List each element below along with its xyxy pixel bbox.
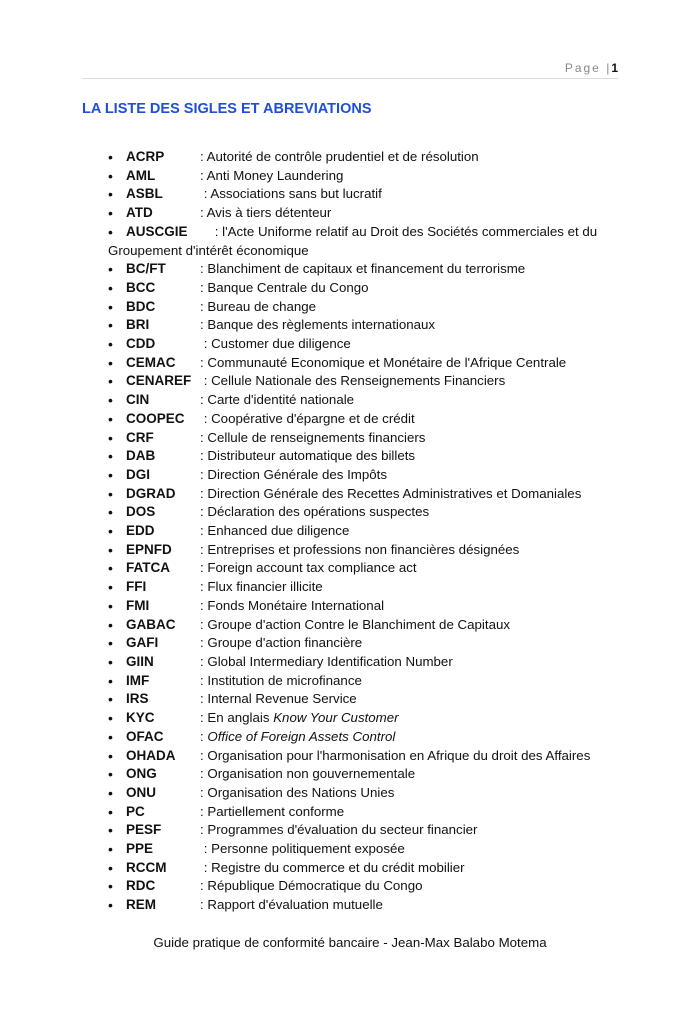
list-item: [108, 840, 608, 859]
list-item: [108, 185, 608, 204]
list-item: [108, 559, 608, 578]
definition: : Distributeur automatique des billets: [200, 448, 416, 464]
list-item: [108, 372, 608, 391]
definition: : Anti Money Laundering: [200, 167, 344, 183]
definition: : Carte d'identité nationale: [200, 392, 355, 408]
definition: : Internal Revenue Service: [200, 691, 357, 707]
definition: : Direction Générale des Impôts: [200, 466, 387, 482]
acronym: IMF: [126, 672, 150, 688]
page-header: Page |1: [564, 61, 618, 75]
definition: : En anglais: [200, 710, 274, 726]
list-item: [108, 821, 608, 840]
definition-continuation: Groupement d'intérêt économique: [108, 242, 309, 258]
list-item: [108, 672, 608, 691]
definition: : Direction Générale des Recettes Administratives et Domaniales: [200, 485, 582, 501]
list-item: [108, 335, 608, 354]
list-item: [108, 634, 608, 653]
definition: : Autorité de contrôle prudentiel et de résolution: [200, 149, 479, 164]
list-item: [108, 485, 608, 504]
acronym: AUSCGIE: [126, 223, 188, 239]
acronym: IRS: [126, 691, 149, 707]
acronym: GIIN: [126, 653, 154, 669]
list-item: [108, 391, 608, 410]
list-item: [108, 503, 608, 522]
list-item: [108, 298, 608, 317]
header-divider: [82, 78, 618, 79]
acronym: EDD: [126, 523, 155, 539]
acronym: GAFI: [126, 635, 159, 651]
definition: : Registre du commerce et du crédit mobilier: [200, 859, 465, 875]
acronym: AML: [126, 167, 156, 183]
list-item: [108, 859, 608, 878]
definition: : Personne politiquement exposée: [200, 841, 405, 857]
definition: : Groupe d'action financière: [200, 635, 363, 651]
definition: : Organisation des Nations Unies: [200, 784, 395, 800]
acronym: CDD: [126, 336, 156, 352]
list-item: [108, 167, 608, 186]
acronym: OHADA: [126, 747, 176, 763]
list-item: [108, 541, 608, 560]
list-item: [108, 410, 608, 429]
acronym: CRF: [126, 429, 154, 445]
definition: : Programmes d'évaluation du secteur financier: [200, 822, 478, 838]
definition: : Institution de microfinance: [200, 672, 362, 688]
list-item: [108, 223, 608, 260]
definition: : Organisation non gouvernementale: [200, 766, 416, 782]
list-item: [108, 316, 608, 335]
definition: : Fonds Monétaire International: [200, 597, 385, 613]
list-item: [108, 597, 608, 616]
definition: : Customer due diligence: [200, 336, 351, 352]
acronym: RCCM: [126, 859, 167, 875]
definition: : Entreprises et professions non financières désignées: [200, 541, 520, 557]
acronym: DGRAD: [126, 485, 176, 501]
list-item: [108, 429, 608, 448]
list-item: [108, 148, 608, 167]
acronym: REM: [126, 897, 156, 913]
acronym: GABAC: [126, 616, 176, 632]
definition: : Enhanced due diligence: [200, 523, 350, 539]
definition: : Banque Centrale du Congo: [200, 279, 369, 295]
list-item: [108, 803, 608, 822]
definition: : Blanchiment de capitaux et financement du terrorisme: [200, 261, 526, 277]
list-item: [108, 578, 608, 597]
acronym: ACRP: [126, 149, 165, 164]
acronym: DAB: [126, 448, 156, 464]
definition: : Foreign account tax compliance act: [200, 560, 417, 576]
definition: : Bureau de change: [200, 298, 317, 314]
definition-italic: Know Your Customer: [273, 710, 399, 726]
definition: : Coopérative d'épargne et de crédit: [200, 410, 415, 426]
acronym: ATD: [126, 205, 153, 221]
definition: : Associations sans but lucratif: [200, 186, 382, 202]
acronym: BDC: [126, 298, 156, 314]
acronym: RDC: [126, 878, 156, 894]
acronym: CENAREF: [126, 373, 192, 389]
definition: :: [200, 728, 208, 744]
acronym: EPNFD: [126, 541, 172, 557]
list-item: [108, 279, 608, 298]
acronym: PPE: [126, 841, 154, 857]
acronym: ONU: [126, 784, 156, 800]
acronym: FFI: [126, 579, 147, 595]
definition: : Déclaration des opérations suspectes: [200, 504, 430, 520]
acronym: CIN: [126, 392, 150, 408]
list-item: [108, 522, 608, 541]
acronym: ASBL: [126, 186, 163, 202]
acronym: KYC: [126, 710, 155, 726]
acronym: FATCA: [126, 560, 170, 576]
acronym: FMI: [126, 597, 150, 613]
list-item: [108, 466, 608, 485]
acronym: DOS: [126, 504, 156, 520]
page-footer: Guide pratique de conformité bancaire - Jean-Max Balabo Motema: [153, 935, 547, 950]
list-item: [108, 784, 608, 803]
definition: : Partiellement conforme: [200, 803, 345, 819]
acronym: BCC: [126, 279, 156, 295]
list-item: [108, 709, 608, 728]
list-item: [108, 877, 608, 896]
definition: : l'Acte Uniforme relatif au Droit des Sociétés commerciales et du: [200, 223, 598, 239]
list-item: [108, 204, 608, 223]
list-item: [108, 728, 608, 747]
acronym: OFAC: [126, 728, 164, 744]
list-item: [108, 653, 608, 672]
definition: : République Démocratique du Congo: [200, 878, 423, 894]
definition: : Organisation pour l'harmonisation en Afrique du droit des Affaires: [200, 747, 591, 763]
acronym: PC: [126, 803, 145, 819]
definition: : Communauté Economique et Monétaire de l'Afrique Centrale: [200, 354, 567, 370]
list-item: [108, 765, 608, 784]
page-label: Page: [564, 61, 601, 75]
abbreviation-list: [108, 148, 608, 915]
list-item: [108, 260, 608, 279]
acronym: COOPEC: [126, 410, 185, 426]
acronym: BRI: [126, 317, 150, 333]
definition: : Cellule Nationale des Renseignements Financiers: [200, 373, 506, 389]
list-item: [108, 616, 608, 635]
definition: : Banque des règlements internationaux: [200, 317, 436, 333]
definition: : Rapport d'évaluation mutuelle: [200, 897, 383, 913]
list-item: [108, 354, 608, 373]
acronym: CEMAC: [126, 354, 176, 370]
list-item: [108, 747, 608, 766]
definition: : Flux financier illicite: [200, 579, 323, 595]
list-item: [108, 896, 608, 915]
definition: : Avis à tiers détenteur: [200, 205, 332, 221]
acronym: DGI: [126, 466, 151, 482]
definition: : Cellule de renseignements financiers: [200, 429, 426, 445]
definition: : Groupe d'action Contre le Blanchiment de Capitaux: [200, 616, 511, 632]
definition-italic: Office of Foreign Assets Control: [207, 728, 396, 744]
list-item: [108, 690, 608, 709]
definition: : Global Intermediary Identification Number: [200, 653, 453, 669]
page-number: 1: [611, 61, 618, 75]
list-item: [108, 447, 608, 466]
acronym: ONG: [126, 766, 157, 782]
acronym: PESF: [126, 822, 162, 838]
acronym: BC/FT: [126, 261, 166, 277]
page-title: LA LISTE DES SIGLES ET ABREVIATIONS: [82, 101, 372, 117]
